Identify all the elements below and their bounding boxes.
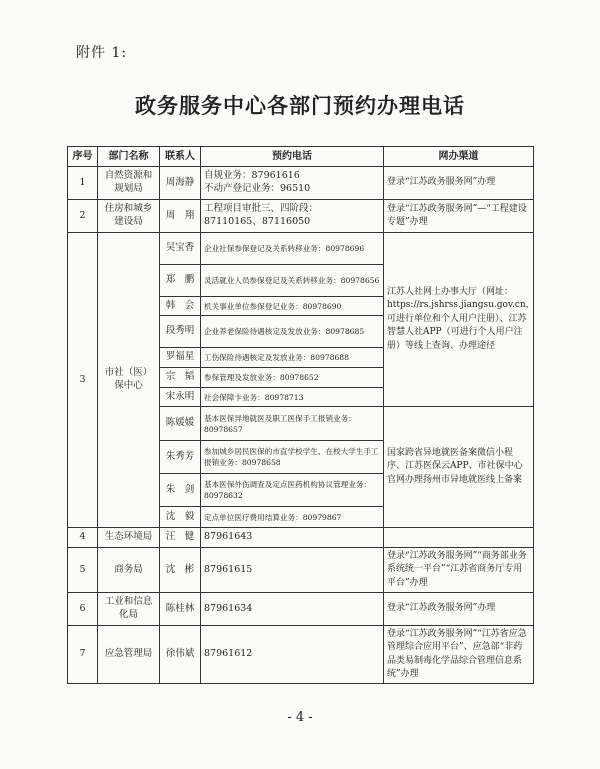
row-contact: 宗 韬: [160, 368, 201, 388]
row-phone: 定点单位医疗费用结算业务：80979867: [201, 507, 384, 528]
row-phone: 参加城乡居民医保的市直学校学生、在校大学生手工报销业务：80978658: [201, 441, 384, 474]
header-online: 网办渠道: [384, 147, 534, 167]
row-contact: 朱 剑: [160, 474, 201, 507]
header-dept: 部门名称: [98, 147, 160, 167]
table-row: [68, 233, 534, 265]
row-contact: 陈媛媛: [160, 407, 201, 441]
row-phone: 87961612: [201, 626, 384, 684]
row-contact: 宋永明: [160, 388, 201, 407]
row-contact: 韩 会: [160, 297, 201, 316]
table-row: [68, 200, 534, 233]
row-contact: 沈 彬: [160, 548, 201, 593]
phone-line: 87110165、87116050: [204, 216, 311, 227]
row-seq: 3: [68, 233, 98, 528]
header-seq: 序号: [68, 147, 98, 167]
row-dept: 应急管理局: [98, 626, 160, 684]
row-online: 江苏人社网上办事大厅（网址：https://rs.jshrss.jiangsu.gov.cn，可进行单位和个人用户注册）、江苏智慧人社APP（可进行个人用户注册）等线上查询、办理途径: [384, 233, 534, 407]
row-contact: 陈桂林: [160, 593, 201, 626]
row-phone: 企业养老保险待遇核定及发放业务：80978685: [201, 316, 384, 348]
table-row: [68, 548, 534, 593]
row-seq: 6: [68, 593, 98, 626]
row-phone: 基本医保异地就医及职工医保手工报销业务：80978657: [201, 407, 384, 441]
row-dept: 工业和信息化局: [98, 593, 160, 626]
row-online: 登录“江苏政务服务网”办理: [384, 593, 534, 626]
row-dept: 市社（医）保中心: [98, 233, 160, 528]
attachment-label: 附件 1:: [76, 45, 128, 61]
row-phone: 工伤保险待遇核定及发放业务：80978688: [201, 348, 384, 368]
table-row: [68, 626, 534, 684]
row-online: [384, 528, 534, 548]
row-dept: 住房和城乡建设局: [98, 200, 160, 233]
row-online: 登录“江苏政务服务网”“商务部业务系统统一平台”“江苏省商务厅专用平台”办理: [384, 548, 534, 593]
row-phone: 87961643: [201, 528, 384, 548]
row-seq: 5: [68, 548, 98, 593]
header-contact: 联系人: [160, 147, 201, 167]
row-dept: 商务局: [98, 548, 160, 593]
row-contact: 周 翔: [160, 200, 201, 233]
row-contact: 朱秀芳: [160, 441, 201, 474]
row-contact: 徐伟斌: [160, 626, 201, 684]
row-online: 登录“江苏政务服务网”—“工程建设专题”办理: [384, 200, 534, 233]
row-phone: 企业社保参保登记及关系转移业务：80978696: [201, 233, 384, 265]
row-phone: 参保管理及发放业务：80978652: [201, 368, 384, 388]
row-online: 登录“江苏政务服务网”“江苏省应急管理综合应用平台”、应急部“非药品类易制毒化学品综合管理信息系统”办理: [384, 626, 534, 684]
table-row: [68, 167, 534, 200]
row-online: 登录“江苏政务服务网”办理: [384, 167, 534, 200]
phone-line: 工程项目审批三、四阶段：: [204, 203, 319, 215]
appointment-phone-table: [67, 146, 534, 684]
row-phone: 机关事业单位参保登记业务：80978690: [201, 297, 384, 316]
row-phone: [201, 167, 384, 200]
phone-line: 不动产登记业务：96510: [204, 183, 311, 194]
row-phone: [201, 200, 384, 233]
row-seq: 7: [68, 626, 98, 684]
row-phone: 灵活就业人员参保登记及关系转移业务：80978656: [201, 265, 384, 297]
page-number: - 4 -: [287, 710, 313, 725]
row-seq: 2: [68, 200, 98, 233]
row-contact: 郑 鹏: [160, 265, 201, 297]
table-header-row: [68, 147, 534, 167]
row-phone: 87961615: [201, 548, 384, 593]
row-contact: 罗福星: [160, 348, 201, 368]
row-contact: 吴宝香: [160, 233, 201, 265]
row-seq: 4: [68, 528, 98, 548]
row-contact: 段秀明: [160, 316, 201, 348]
row-phone: 基本医保外伤调查及定点医药机构协议管理业务：80978632: [201, 474, 384, 507]
row-contact: 周海静: [160, 167, 201, 200]
header-phone: 预约电话: [201, 147, 384, 167]
phone-line: 自规业务：87961616: [204, 170, 300, 182]
table-row: [68, 528, 534, 548]
row-phone: 87961634: [201, 593, 384, 626]
row-seq: 1: [68, 167, 98, 200]
row-phone: 社会保障卡业务：80978713: [201, 388, 384, 407]
table-row: [68, 593, 534, 626]
row-dept: 生态环境局: [98, 528, 160, 548]
page-title: 政务服务中心各部门预约办理电话: [135, 93, 465, 118]
row-contact: 沈 毅: [160, 507, 201, 528]
row-online: 国家跨省异地就医备案微信小程序、江苏医保云APP、市社保中心官网办理扬州市异地就医线上备案: [384, 407, 534, 528]
row-contact: 汪 健: [160, 528, 201, 548]
row-dept: 自然资源和规划局: [98, 167, 160, 200]
